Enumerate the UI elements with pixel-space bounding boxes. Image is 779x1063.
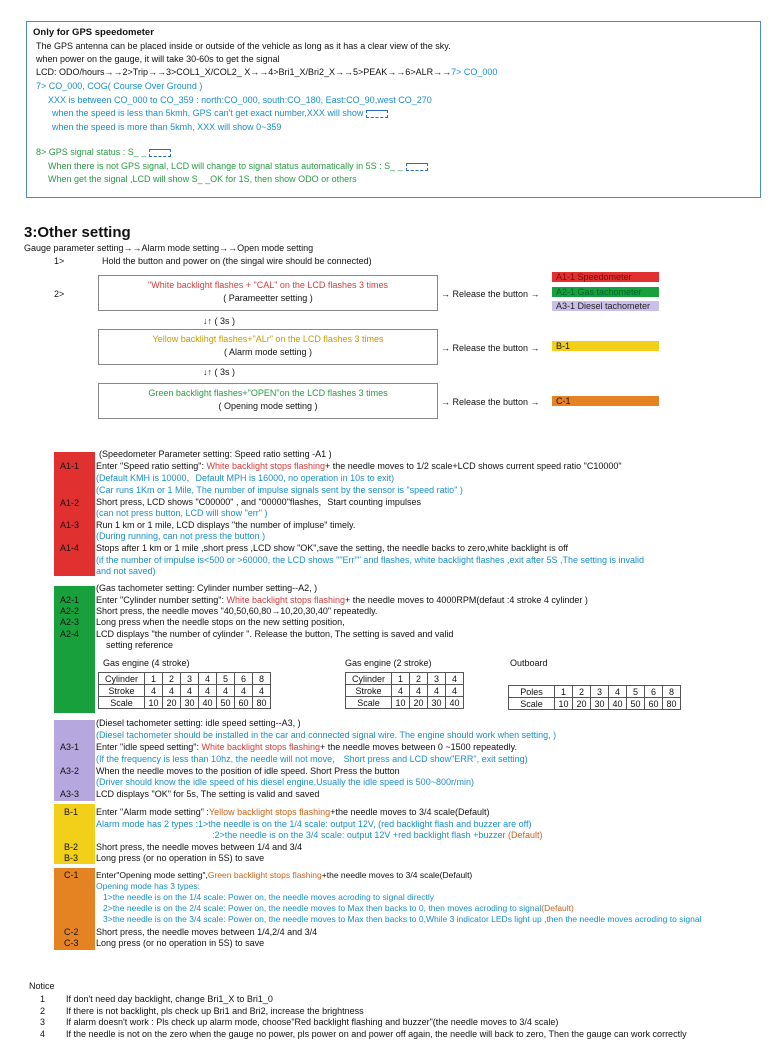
a2-key: A2-1 (60, 595, 80, 605)
a3-line: LCD displays "OK" for 5s, The setting is valid and saved (96, 789, 320, 799)
section-title: 3:Other setting (24, 224, 131, 241)
notice-number: 2 (40, 1005, 46, 1016)
table-cell: 20 (410, 697, 428, 709)
table-cell: 4 (609, 686, 627, 698)
table-cell: 5 (217, 673, 235, 685)
table-cell: 8 (663, 686, 681, 698)
gps-title: Only for GPS speedometer (33, 27, 154, 38)
table-cell: 1 (392, 673, 410, 685)
table-cell: 10 (555, 698, 573, 710)
row-header-cell: Scale (99, 697, 145, 709)
a1-line: Short press, LCD shows "C00000" , and "00000"flashes，Start counting impulses (96, 497, 421, 507)
table-cell: 40 (609, 698, 627, 710)
b-key: B-3 (64, 853, 79, 863)
c-line: Enter"Opening mode setting",Green backlight stops flashing+the needle moves to 3/4 scale(Default) (96, 870, 473, 880)
table-cell: 4 (217, 685, 235, 697)
a3-line: (Driver should know the idle speed of his diesel engine,Usually the idle speed is 500~800r/min) (96, 777, 474, 787)
lcd-segment-icon (406, 163, 428, 171)
notice-number: 1 (40, 994, 46, 1004)
table-cell: 5 (627, 686, 645, 698)
c-line: 1>the needle is on the 1/4 scale: Power on, the needle moves acroding to signal directly (103, 892, 434, 902)
row-header-cell: Cylinder (99, 673, 145, 685)
tag-a3: A3-1 Diesel tachometer (552, 301, 659, 311)
table-cell: 4 (410, 685, 428, 697)
a3-key: A3-3 (60, 789, 80, 799)
a2-line: setting reference (106, 640, 174, 650)
gas4-table (98, 672, 271, 709)
table-cell: 3 (428, 673, 446, 685)
c-line: Opening mode has 3 types: (96, 881, 200, 891)
notice-number: 3 (40, 1017, 46, 1027)
notice-number: 4 (40, 1028, 46, 1039)
tag-b: B-1 (552, 341, 659, 351)
a2-line: Enter "Cylinder number setting": White backlight stops flashing+ the needle moves to 4000RPM(defaut :4 stroke 4 cylinder ) (96, 595, 588, 605)
table-cell: 6 (235, 673, 253, 685)
notice-item: If don't need day backlight, change Bri1_X to Bri1_0 (66, 994, 273, 1004)
release-arrow: → Release the button → (441, 343, 540, 353)
b-line: :2>the needle is on the 3/4 scale: output 12V +red backlight flash +buzzer (Default) (212, 830, 543, 840)
c-line: 2>the needle is on the 2/4 scale: Power on, the needle moves to Max then backs to 0, then moves acroding to signal(Default) (103, 903, 574, 913)
a1-line: (if the number of impulse is<500 or >60000, the LCD shows ""Err"" and flashes, white backlight flashes ,exit after 5S ,The setting is invalid (96, 555, 645, 565)
table-cell: 20 (573, 698, 591, 710)
c-line: Long press (or no operation in 5S) to save (96, 938, 265, 948)
table-cell: 10 (392, 697, 410, 709)
flow-box-open: Green backlight flashes+"OPEN"on the LCD flashes 3 times ( Opening mode setting ) (98, 383, 438, 419)
table-row (99, 697, 271, 709)
gps-line: XXX is between CO_000 to CO_359 : north:CO_000, south:CO_180, East:CO_90,west CO_270 (48, 95, 432, 105)
a1-line: Stops after 1 km or 1 mile ,short press ,LCD show "OK",save the setting, the needle backs to zero,white backlight is off (96, 543, 568, 553)
table-row (346, 697, 464, 709)
a1-line: (can not press button, LCD will show "err" ) (96, 508, 268, 518)
lcd-segment-icon (149, 149, 171, 157)
b-line: Short press, the needle moves between 1/4 and 3/4 (96, 842, 303, 852)
c-line: Short press, the needle moves between 1/4,2/4 and 3/4 (96, 927, 318, 937)
a2-line: Long press when the needle stops on the new setting position, (96, 617, 345, 627)
b-line: Enter "Alarm mode setting" :Yellow backlight stops flashing+the needle moves to 3/4 scale(Default) (96, 807, 490, 817)
gps-line: When get the signal ,LCD will show S_ _OK for 1S, then show ODO or others (48, 174, 357, 184)
table-cell: 50 (217, 697, 235, 709)
gps-line: when the speed is less than 5kmh, GPS can't get exact number,XXX will show (52, 108, 388, 118)
gas2-table (345, 672, 464, 709)
table-row (99, 673, 271, 685)
table-cell: 3 (591, 686, 609, 698)
a3-key: A3-2 (60, 766, 80, 776)
table-cell: 4 (199, 673, 217, 685)
a1-line: and not saved) (96, 566, 156, 576)
table-cell: 4 (446, 685, 464, 697)
table-cell: 10 (145, 697, 163, 709)
gps-lcd-sequence: LCD: ODO/hours→→2>Trip→→3>COL1_X/COL2_ X→→4>Bri1_X/Bri2_X→→5>PEAK→→6>ALR→→7> CO_000 (36, 67, 498, 77)
gps-line: 7> CO_000, COG( Course Over Ground ) (36, 81, 203, 91)
table-cell: 4 (145, 685, 163, 697)
gps-line: 8> GPS signal status : S_ _ (36, 147, 171, 157)
gps-line: The GPS antenna can be placed inside or outside of the vehicle as long as it has a clear view of the sky. (36, 41, 451, 51)
a3-header: (Diesel tachometer setting: idle speed setting--A3, ) (96, 718, 301, 728)
b-key: B-1 (64, 807, 79, 817)
wait-indicator: ↓↑ ( 3s ) (203, 367, 236, 377)
table-cell: 3 (181, 673, 199, 685)
wait-indicator: ↓↑ ( 3s ) (203, 316, 236, 326)
b-key: B-2 (64, 842, 79, 852)
tag-a1: A1-1 Speedometer (552, 272, 659, 282)
row-header-cell: Stroke (99, 685, 145, 697)
table-row (346, 685, 464, 697)
notice-title: Notice (29, 981, 55, 991)
a3-line: When the needle moves to the position of idle speed. Short Press the button (96, 766, 400, 776)
table-row (509, 686, 681, 698)
table-cell: 8 (253, 673, 271, 685)
table-cell: 30 (181, 697, 199, 709)
a2-line: LCD displays "the number of cylinder ". Release the button, The setting is saved and valid (96, 629, 454, 639)
table-cell: 60 (235, 697, 253, 709)
c-key: C-1 (64, 870, 79, 880)
notice-item: If alarm doesn't work : Pls check up alarm mode, choose"Red backlight flashing and buzzer"(the needle moves to 3/4 scale) (66, 1017, 559, 1027)
table-cell: 4 (199, 685, 217, 697)
table-cell: 60 (645, 698, 663, 710)
row-header-cell: Cylinder (346, 673, 392, 685)
tag-c: C-1 (552, 396, 659, 406)
outboard-table (508, 685, 681, 710)
table-cell: 4 (428, 685, 446, 697)
tag-a2: A2-1 Gas tachometer (552, 287, 659, 297)
a2-header: (Gas tachometer setting: Cylinder number setting--A2, ) (96, 583, 318, 593)
a1-key: A1-1 (60, 461, 80, 471)
a3-line: Enter "idle speed setting": White backlight stops flashing+ the needle moves between 0 ~1500 repeatedly. (96, 742, 518, 752)
a1-key: A1-4 (60, 543, 80, 553)
row-header-cell: Scale (346, 697, 392, 709)
a3-line: (Diesel tachometer should be installed in the car and connected signal wire. The engine should work when setting, ) (96, 730, 557, 740)
notice-item: If the needle is not on the zero when the gauge no power, pls power on and power off again, the needle will back to zero, Then the gauge can work correctly (66, 1028, 687, 1039)
a2-key: A2-4 (60, 629, 80, 639)
row-header-cell: Poles (509, 686, 555, 698)
a1-line: (During running, can not press the button ) (96, 531, 266, 541)
c-key: C-2 (64, 927, 79, 937)
c-key: C-3 (64, 938, 79, 948)
a1-line: Run 1 km or 1 mile, LCD displays "the number of impluse" timely. (96, 520, 356, 530)
step-number: 2> (54, 289, 65, 299)
lcd-segment-icon (366, 110, 388, 118)
table-cell: 6 (645, 686, 663, 698)
table-cell: 40 (446, 697, 464, 709)
table-cell: 4 (253, 685, 271, 697)
gps-line: when power on the gauge, it will take 30-60s to get the signal (36, 54, 280, 64)
table-cell: 2 (163, 673, 181, 685)
gps-line: When there is not GPS signal, LCD will change to signal status automatically in 5S : S_ _ (48, 161, 428, 171)
table-cell: 40 (199, 697, 217, 709)
a1-line: Enter "Speed ratio setting": White backlight stops flashing+ the needle moves to 1/2 scale+LCD shows current speed ratio "C10000" (96, 461, 622, 471)
table-cell: 30 (591, 698, 609, 710)
row-header-cell: Scale (509, 698, 555, 710)
b-line: Alarm mode has 2 types :1>the needle is on the 1/4 scale: output 12V, (red backlight flash and buzzer are off) (96, 819, 532, 829)
a1-header: (Speedometer Parameter setting: Speed ratio setting -A1 ) (99, 449, 332, 459)
table-caption: Gas engine (2 stroke) (345, 658, 432, 668)
c-line: 3>the needle is on the 3/4 scale: Power on, the needle moves to Max then backs to 0,While 3 indicator LEDs light up ,then the needle moves acroding to signal (103, 914, 702, 924)
a1-line: (Car runs 1Km or 1 Mile, The number of impulse signals sent by the sensor is "speed ratio" ) (96, 485, 463, 495)
flow-box-parameter: "White backlight flashes + "CAL" on the LCD flashes 3 times ( Parameetter setting ) (98, 275, 438, 311)
flow-box-alarm: Yellow backlihgt flashes+"ALr" on the LCD flashes 3 times ( Alarm mode setting ) (98, 329, 438, 365)
a2-key: A2-2 (60, 606, 80, 616)
table-cell: 4 (163, 685, 181, 697)
a1-key: A1-2 (60, 498, 80, 508)
table-cell: 50 (627, 698, 645, 710)
table-caption: Outboard (510, 658, 548, 668)
table-row (346, 673, 464, 685)
a3-key: A3-1 (60, 742, 80, 752)
table-cell: 2 (410, 673, 428, 685)
step-text: Hold the button and power on (the singal wire should be connected) (102, 256, 372, 266)
table-cell: 4 (181, 685, 199, 697)
row-header-cell: Stroke (346, 685, 392, 697)
table-cell: 80 (663, 698, 681, 710)
table-cell: 4 (446, 673, 464, 685)
table-row (99, 685, 271, 697)
a1-key: A1-3 (60, 520, 80, 530)
a2-key: A2-3 (60, 617, 80, 627)
table-cell: 80 (253, 697, 271, 709)
a2-line: Short press, the needle moves "40,50,60,80→10,20,30,40" repeatedly. (96, 606, 378, 616)
a1-line: (Default KMH is 10000，Default MPH is 16000, no operation in 10s to exit) (96, 473, 395, 483)
section-subtitle: Gauge parameter setting→→Alarm mode setting→→Open mode setting (24, 243, 314, 253)
release-arrow: → Release the button → (441, 397, 540, 407)
b-line: Long press (or no operation in 5S) to save (96, 853, 265, 863)
table-cell: 20 (163, 697, 181, 709)
step-number: 1> (54, 256, 65, 266)
table-cell: 1 (555, 686, 573, 698)
table-cell: 4 (392, 685, 410, 697)
table-row (509, 698, 681, 710)
table-cell: 1 (145, 673, 163, 685)
table-cell: 2 (573, 686, 591, 698)
table-caption: Gas engine (4 stroke) (103, 658, 190, 668)
release-arrow: → Release the button → (441, 289, 540, 299)
table-cell: 4 (235, 685, 253, 697)
a3-line: (If the frequency is less than 10hz, the needle will not move， Short press and LCD show"ERR", exit setting) (96, 754, 528, 764)
notice-item: If there is not backlight, pls check up Bri1 and Bri2, increase the brightness (66, 1005, 364, 1016)
gps-info-box (26, 21, 761, 198)
gps-line: when the speed is more than 5kmh, XXX will show 0~359 (52, 122, 282, 132)
table-cell: 30 (428, 697, 446, 709)
